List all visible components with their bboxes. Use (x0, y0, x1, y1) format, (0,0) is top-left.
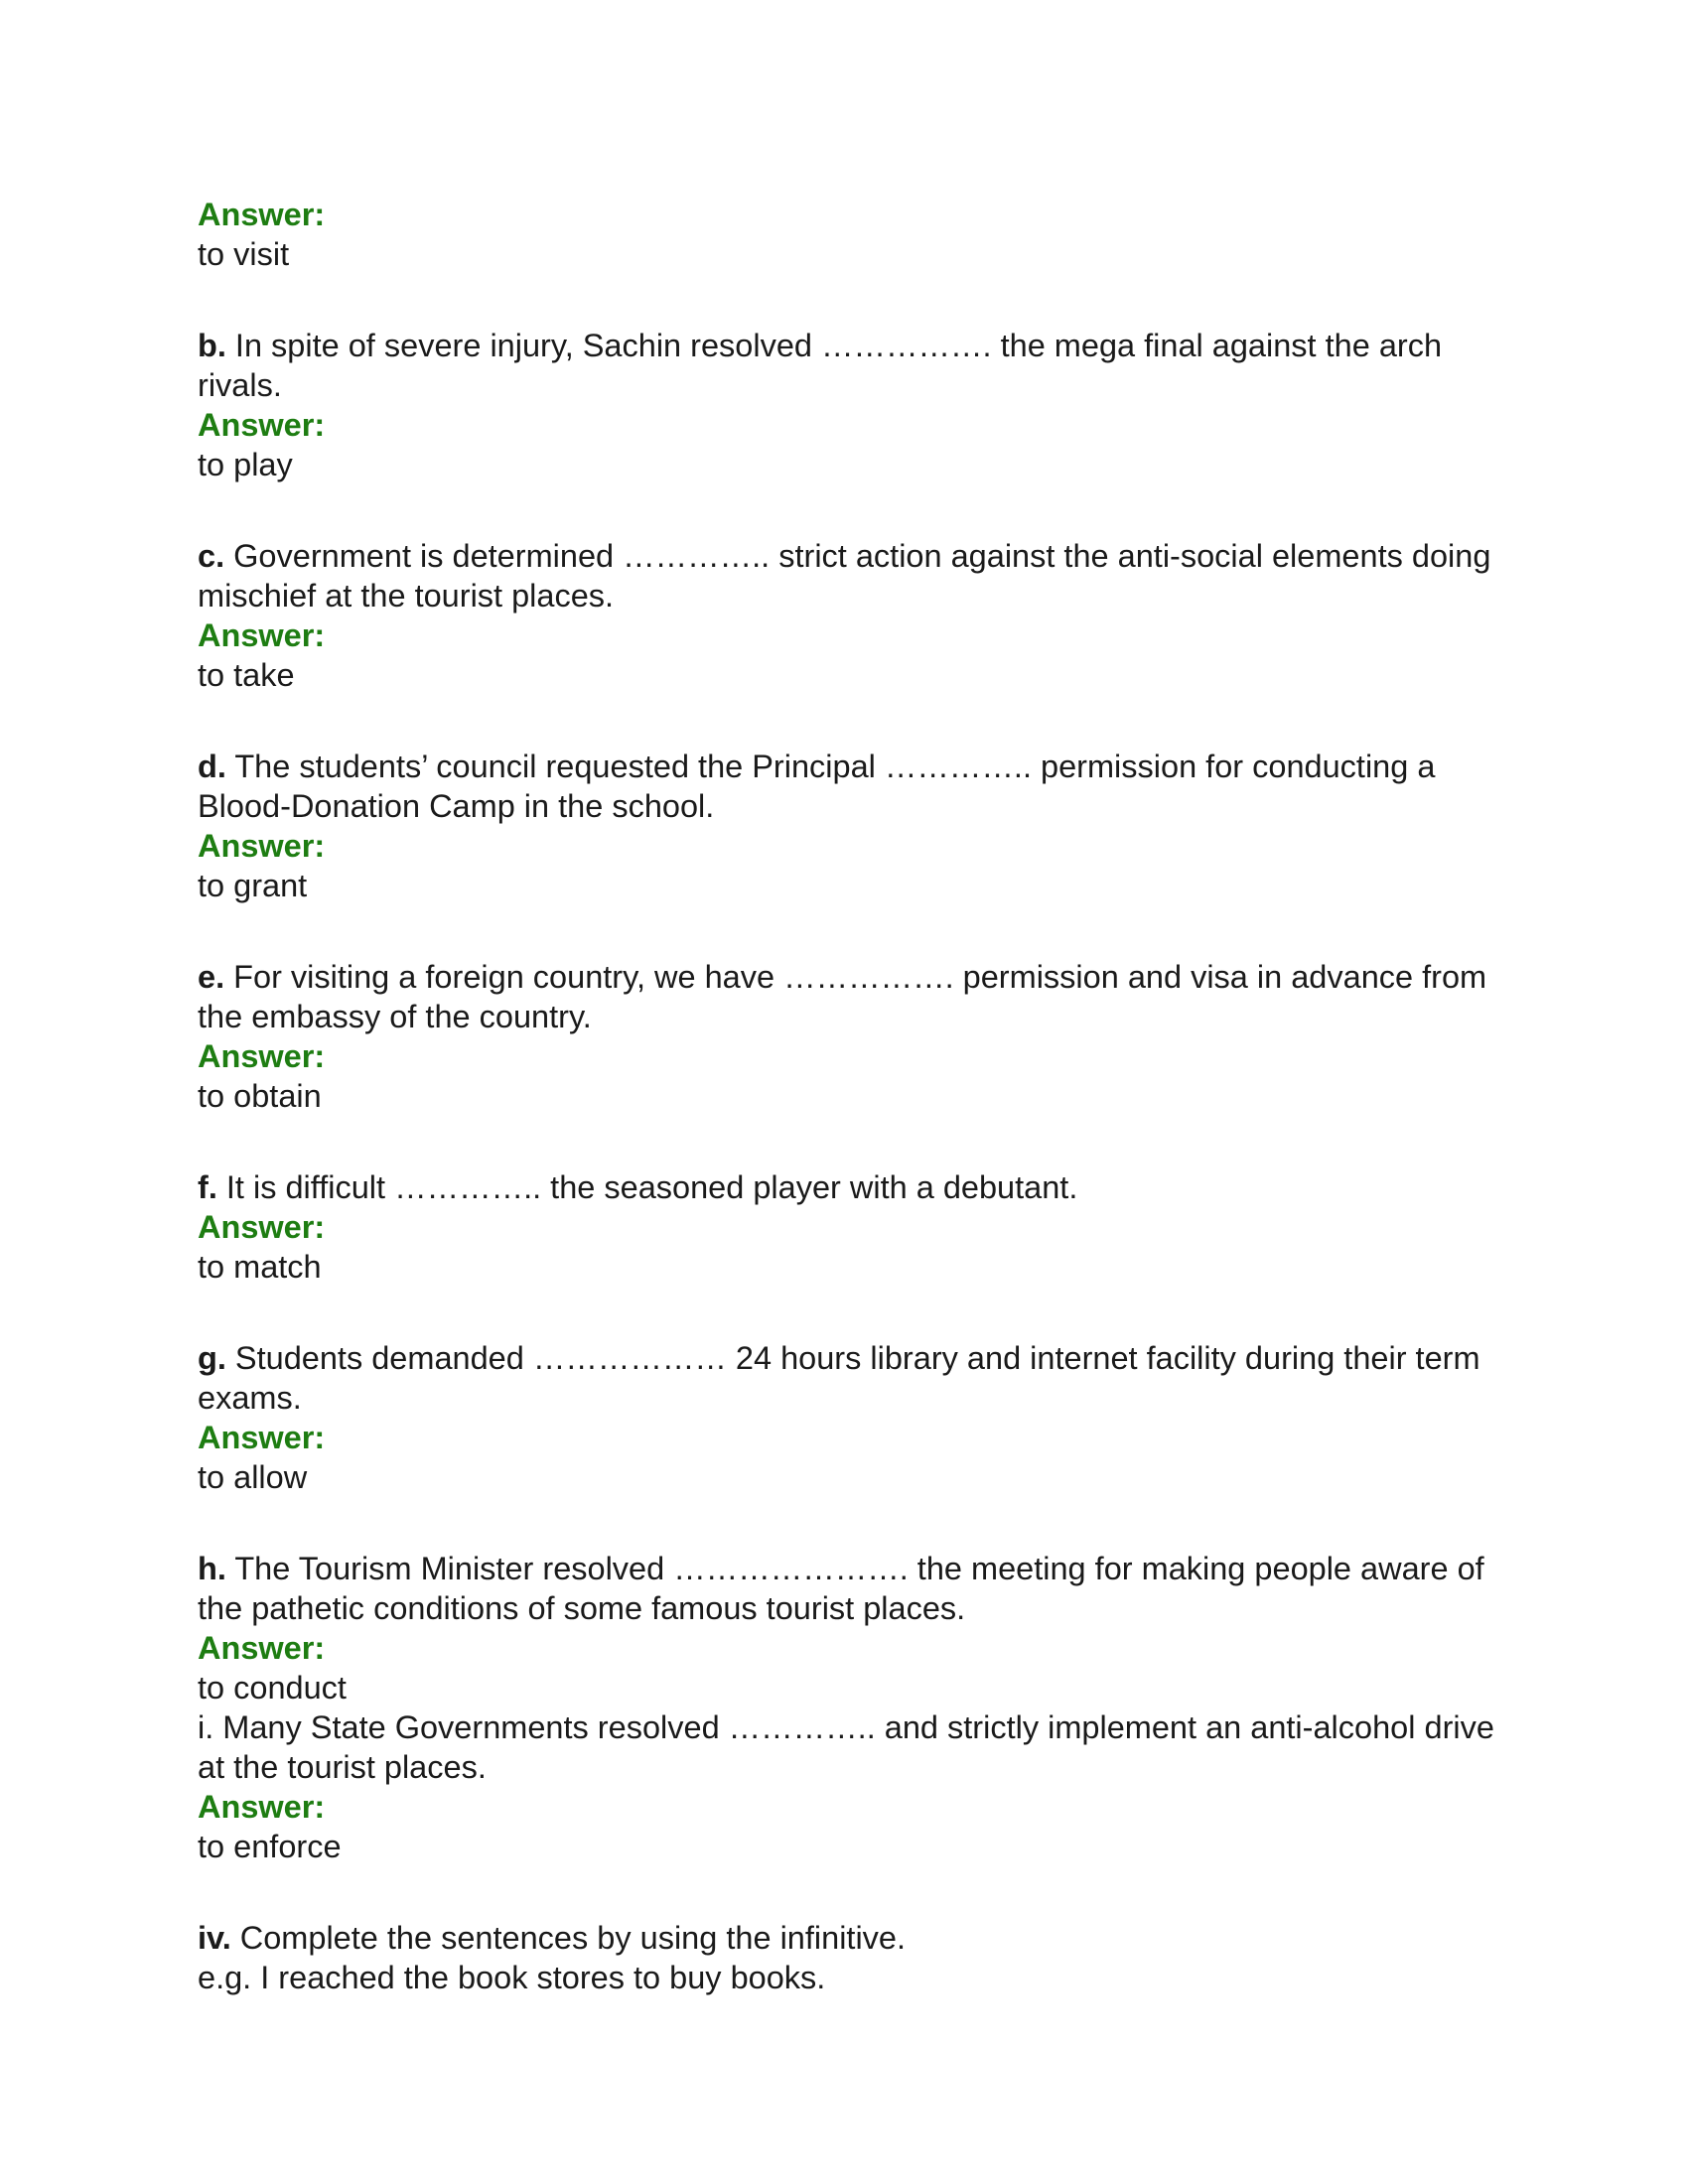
question-h (198, 1549, 1508, 1628)
question-c (198, 536, 1508, 615)
spacer (198, 905, 1508, 957)
answer-text: to match (198, 1249, 322, 1285)
question-text: The students’ council requested the Principal ………….. permission for conducting a Blood-Donation Camp in the school. (198, 749, 1436, 824)
answer-text: to take (198, 657, 295, 693)
answer-label: Answer: (198, 407, 326, 443)
question-text: The Tourism Minister resolved …………………. the meeting for making people aware of the pathetic conditions of some famous tourist places. (198, 1551, 1484, 1626)
section-title: Complete the sentences by using the infinitive. (230, 1920, 907, 1956)
answer-label: Answer: (198, 1420, 326, 1455)
question-e (198, 957, 1508, 1036)
answer-text: to play (198, 447, 293, 482)
question-text: Government is determined ………….. strict action against the anti-social elements doing mischief at the tourist places. (198, 538, 1491, 614)
question-g (198, 1338, 1508, 1418)
answer-text: to visit (198, 236, 290, 272)
spacer (198, 695, 1508, 747)
question-letter: d. (198, 749, 226, 784)
spacer (198, 1497, 1508, 1549)
question-b (198, 326, 1508, 405)
question-letter: g. (198, 1340, 226, 1376)
spacer (198, 1116, 1508, 1167)
question-text: Students demanded ……………… 24 hours library and internet facility during their term exams. (198, 1340, 1480, 1416)
answer-label: Answer: (198, 1038, 326, 1074)
answer-label: Answer: (198, 197, 326, 232)
question-letter: b. (198, 328, 226, 363)
answer-label: Answer: (198, 617, 326, 653)
question-text: For visiting a foreign country, we have ……………. permission and visa in advance from the embassy of the country. (198, 959, 1487, 1034)
answer-text: to obtain (198, 1078, 322, 1114)
answer-label: Answer: (198, 828, 326, 864)
answer-text: to conduct (198, 1670, 347, 1706)
question-d (198, 747, 1508, 826)
question-text: In spite of severe injury, Sachin resolved ……………. the mega final against the arch rivals. (198, 328, 1443, 403)
question-text: It is difficult ………….. the seasoned player with a debutant. (216, 1169, 1078, 1205)
answer-label: Answer: (198, 1630, 326, 1666)
question-letter: f. (198, 1169, 217, 1205)
answer-text: to grant (198, 868, 308, 903)
question-letter: h. (198, 1551, 226, 1586)
spacer (198, 274, 1508, 326)
answer-text: to allow (198, 1459, 308, 1495)
spacer (198, 1287, 1508, 1338)
answer-text: to enforce (198, 1829, 342, 1864)
question-f (198, 1167, 1508, 1207)
spacer (198, 1866, 1508, 1918)
question-text: i. Many State Governments resolved ………….. and strictly implement an anti-alcohol drive at the tourist places. (198, 1709, 1494, 1785)
section-number: iv. (198, 1920, 231, 1956)
answer-label: Answer: (198, 1209, 326, 1245)
section-example: e.g. I reached the book stores to buy books. (198, 1960, 826, 1995)
question-letter: c. (198, 538, 225, 574)
question-letter: e. (198, 959, 225, 995)
question-i (198, 1707, 1508, 1787)
document-page (198, 195, 1508, 1997)
answer-label: Answer: (198, 1789, 326, 1825)
spacer (198, 484, 1508, 536)
section-heading (198, 1918, 1508, 1958)
